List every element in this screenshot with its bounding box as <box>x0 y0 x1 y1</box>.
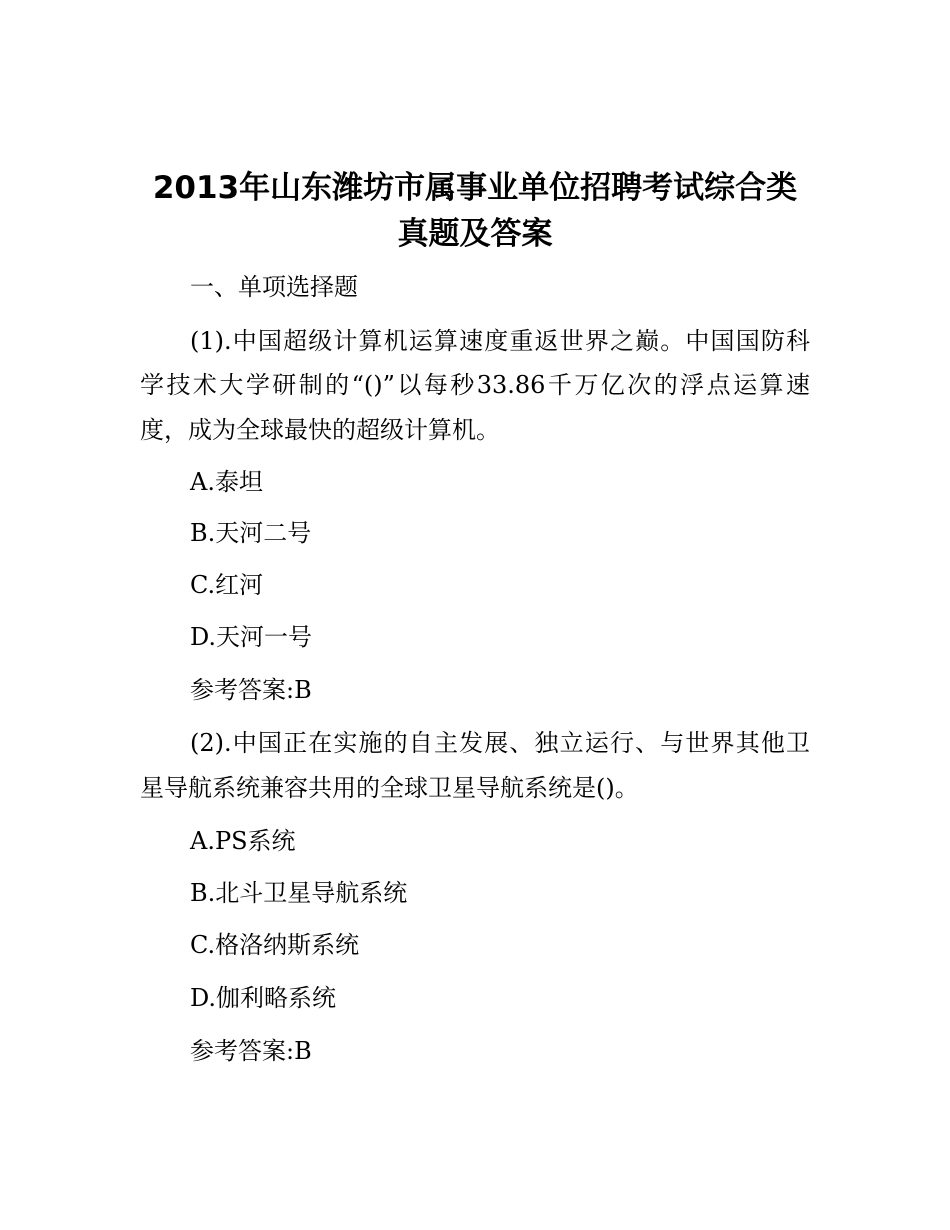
question-1-option-c: C.红河 <box>190 571 264 599</box>
question-2-option-d: D.伽利略系统 <box>190 984 337 1012</box>
question-1-answer: 参考答案:B <box>190 676 312 704</box>
question-2-option-a: A.PS系统 <box>190 827 296 855</box>
section-heading: 一、单项选择题 <box>190 273 358 301</box>
document-title-line-2: 真题及答案 <box>397 216 553 252</box>
question-1-stem-line-1: (1).中国超级计算机运算速度重返世界之巅。中国国防科 <box>190 327 810 355</box>
question-1-option-b: B.天河二号 <box>190 519 312 547</box>
question-2-option-b: B.北斗卫星导航系统 <box>190 879 408 907</box>
question-1-option-a: A.泰坦 <box>190 468 263 496</box>
question-1-stem-line-2: 学技术大学研制的“()”以每秒33.86千万亿次的浮点运算速 <box>140 371 810 399</box>
question-2-option-c: C.格洛纳斯系统 <box>190 931 360 959</box>
question-2-answer: 参考答案:B <box>190 1037 312 1065</box>
document-title-line-1: 2013年山东潍坊市属事业单位招聘考试综合类 <box>152 170 798 206</box>
question-2-stem-line-1: (2).中国正在实施的自主发展、独立运行、与世界其他卫 <box>190 729 810 757</box>
question-1-stem-line-3: 度，成为全球最快的超级计算机。 <box>140 416 500 444</box>
question-2-stem-line-2: 星导航系统兼容共用的全球卫星导航系统是()。 <box>140 774 639 802</box>
question-1-option-d: D.天河一号 <box>190 623 313 651</box>
